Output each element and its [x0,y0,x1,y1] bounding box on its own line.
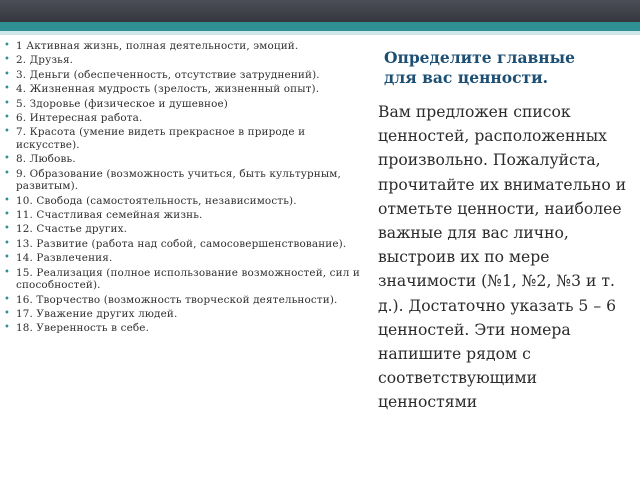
list-item-text: 6. Интересная работа. [16,111,143,124]
list-item [4,69,364,82]
list-item-text: 2. Друзья. [16,54,74,67]
list-item-text: 3. Деньги (обеспеченность, отсутствие затруднений). [16,68,320,81]
list-item-text: 1 Активная жизнь, полная деятельности, эмоций. [16,40,299,52]
list-item [4,238,364,251]
instruction-text: Вам предложен список ценностей, расположенных произвольно. Пожалуйста, прочитайте их внимательно и отметьте ценности, наиболее важные для вас лично, выстроив их по мере значимости (№1, №2, №3 и т. д.). Достаточно указать 5 – 6 ценностей. Эти номера напишите рядом с соответствующими ценностями [378,103,627,412]
bullet-icon: • [4,111,11,123]
list-item [4,126,364,151]
bullet-icon: • [4,68,11,80]
list-item [4,112,364,125]
list-item-text: 13. Развитие (работа над собой, самосовершенствование). [16,237,347,250]
bullet-icon: • [4,97,11,109]
list-item-text: 12. Счастье других. [16,223,128,236]
bullet-icon: • [4,223,11,235]
list-item [4,83,364,96]
bullet-icon: • [4,322,11,334]
slide-title-line2: для вас ценности. [384,68,549,87]
list-item-text: 9. Образование (возможность учиться, быть культурным, развитым). [16,167,341,193]
list-item [4,209,364,222]
bullet-icon: • [4,54,11,66]
list-item [4,267,364,292]
bullet-icon: • [4,167,11,179]
list-item-text: 4. Жизненная мудрость (зрелость, жизненный опыт). [16,83,320,96]
list-item-text: 5. Здоровье (физическое и душевное) [16,97,228,110]
bullet-icon: • [4,194,11,206]
list-item [4,322,364,335]
list-item-text: 14. Развлечения. [16,252,113,265]
bullet-icon: • [4,252,11,264]
header-dark-band [0,0,640,22]
list-item-text: 16. Творчество (возможность творческой деятельности). [16,293,338,306]
list-item [4,98,364,111]
slide-title [384,48,624,88]
values-list [4,40,364,337]
list-item [4,223,364,236]
bullet-icon: • [4,153,11,165]
bullet-icon: • [4,126,11,138]
header-light-band [0,31,640,35]
list-item [4,54,364,67]
bullet-icon: • [4,237,11,249]
bullet-icon: • [4,209,11,221]
list-item [4,40,364,53]
list-item-text: 15. Реализация (полное использование возможностей, сил и способностей). [16,266,361,292]
bullet-icon: • [4,266,11,278]
list-item-text: 17. Уважение других людей. [16,308,178,321]
list-item [4,168,364,193]
list-item-text: 8. Любовь. [16,153,76,166]
list-item [4,252,364,265]
bullet-icon: • [4,40,11,51]
list-item-text: 10. Свобода (самостоятельность, независимость). [16,194,297,207]
list-item-text: 18. Уверенность в себе. [16,322,150,335]
list-item [4,195,364,208]
slide-title-line1: Определите главные [384,48,576,67]
bullet-icon: • [4,293,11,305]
list-item [4,294,364,307]
bullet-icon: • [4,83,11,95]
list-item [4,308,364,321]
header-accent-band [0,22,640,31]
bullet-icon: • [4,308,11,320]
list-item-text: 11. Счастливая семейная жизнь. [16,209,203,222]
list-item-text: 7. Красота (умение видеть прекрасное в природе и искусстве). [16,126,306,151]
list-item [4,153,364,166]
